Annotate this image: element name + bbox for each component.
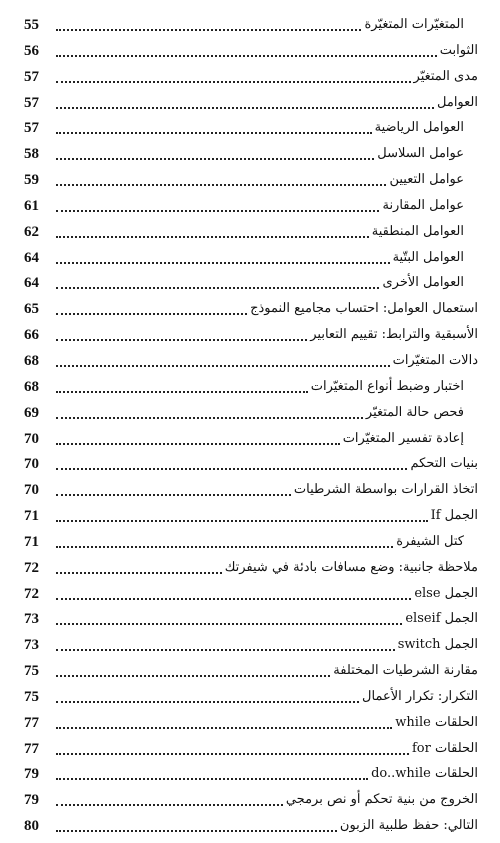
page-number: 73 xyxy=(24,611,39,628)
toc-entry xyxy=(0,426,500,452)
page-number: 59 xyxy=(24,172,39,189)
toc-entry xyxy=(0,400,500,426)
toc-entry xyxy=(0,632,500,658)
entry-title: العوامل البتّية xyxy=(392,249,464,265)
toc-entry xyxy=(0,219,500,245)
page-number: 77 xyxy=(24,714,39,731)
toc-entry xyxy=(0,451,500,477)
toc-entry xyxy=(0,348,500,374)
entry-title: عوامل السلاسل xyxy=(377,146,464,162)
entry-title: اتخاذ القرارات بواسطة الشرطيات xyxy=(293,482,478,498)
entry-title: مدى المتغيّر xyxy=(413,68,478,84)
entry-title: العوامل الرياضية xyxy=(374,120,464,136)
entry-title: بنيات التحكم xyxy=(410,456,478,472)
page-number: 79 xyxy=(24,792,39,809)
page-number: 57 xyxy=(24,120,39,137)
toc-entry xyxy=(0,710,500,736)
page-number: 70 xyxy=(24,456,39,473)
toc-entry xyxy=(0,658,500,684)
entry-title: التالي: حفظ طلبية الزبون xyxy=(339,818,478,834)
toc-entry xyxy=(0,555,500,581)
toc-entry xyxy=(0,581,500,607)
dot-leader xyxy=(56,443,340,445)
dot-leader xyxy=(56,649,395,651)
entry-title: استعمال العوامل: احتساب مجاميع النموذج xyxy=(250,301,478,317)
dot-leader xyxy=(56,520,428,522)
dot-leader xyxy=(56,313,247,315)
entry-title: الجمل else xyxy=(414,585,478,601)
entry-title: دالات المتغيّرات xyxy=(392,352,478,368)
dot-leader xyxy=(56,287,379,289)
toc-entry xyxy=(0,245,500,271)
dot-leader xyxy=(56,804,283,806)
dot-leader xyxy=(56,494,291,496)
page-number: 77 xyxy=(24,740,39,757)
dot-leader xyxy=(56,417,363,419)
toc-entry xyxy=(0,736,500,762)
dot-leader xyxy=(56,598,411,600)
toc-entry xyxy=(0,90,500,116)
entry-title: الأسبقية والترابط: تقييم التعابير xyxy=(310,327,478,343)
dot-leader xyxy=(56,29,361,31)
toc-entry xyxy=(0,167,500,193)
entry-title: كتل الشيفرة xyxy=(396,533,464,549)
dot-leader xyxy=(56,675,330,677)
table-of-contents xyxy=(0,12,500,839)
dot-leader xyxy=(56,107,434,109)
page-number: 66 xyxy=(24,327,39,344)
dot-leader xyxy=(56,339,307,341)
dot-leader xyxy=(56,701,359,703)
toc-entry xyxy=(0,141,500,167)
page-number: 73 xyxy=(24,637,39,654)
page-number: 56 xyxy=(24,42,39,59)
page-number: 71 xyxy=(24,508,39,525)
page-number: 68 xyxy=(24,378,39,395)
page-number: 57 xyxy=(24,94,39,111)
entry-title: العوامل xyxy=(437,94,478,110)
toc-entry xyxy=(0,684,500,710)
page-number: 61 xyxy=(24,197,39,214)
dot-leader xyxy=(56,572,222,574)
toc-entry xyxy=(0,296,500,322)
entry-title: الحلقات for xyxy=(411,740,478,756)
page-number: 58 xyxy=(24,146,39,163)
page-number: 64 xyxy=(24,249,39,266)
entry-title: الجمل switch xyxy=(397,637,478,653)
page-number: 71 xyxy=(24,533,39,550)
page-number: 70 xyxy=(24,482,39,499)
dot-leader xyxy=(56,830,337,832)
toc-entry xyxy=(0,787,500,813)
entry-title: إعادة تفسير المتغيّرات xyxy=(342,430,464,446)
page-number: 69 xyxy=(24,404,39,421)
toc-entry xyxy=(0,374,500,400)
toc-entry xyxy=(0,761,500,787)
dot-leader xyxy=(56,468,407,470)
page-number: 75 xyxy=(24,688,39,705)
dot-leader xyxy=(56,727,392,729)
toc-entry xyxy=(0,64,500,90)
page-number: 57 xyxy=(24,68,39,85)
toc-entry xyxy=(0,813,500,839)
page-number: 65 xyxy=(24,301,39,318)
page-number: 55 xyxy=(24,17,39,33)
dot-leader xyxy=(56,391,308,393)
entry-title: عوامل التعيين xyxy=(389,172,464,188)
dot-leader xyxy=(56,753,409,755)
entry-title: المتغيّرات المتغيّرة xyxy=(364,17,464,32)
dot-leader xyxy=(56,262,390,264)
entry-title: الجمل elseif xyxy=(405,611,478,627)
entry-title: العوامل الأخرى xyxy=(382,275,464,291)
entry-title: الجمل If xyxy=(430,508,478,524)
entry-title: التكرار: تكرار الأعمال xyxy=(362,688,478,704)
toc-entry xyxy=(0,38,500,64)
entry-title: ملاحظة جانبية: وضع مسافات بادئة في شيفرتك xyxy=(224,559,478,575)
dot-leader xyxy=(56,236,369,238)
dot-leader xyxy=(56,546,393,548)
toc-entry xyxy=(0,193,500,219)
dot-leader xyxy=(56,55,437,57)
page-number: 80 xyxy=(24,818,39,835)
page-number: 64 xyxy=(24,275,39,292)
toc-entry xyxy=(0,503,500,529)
dot-leader xyxy=(56,184,386,186)
entry-title: الحلقات while xyxy=(395,714,478,730)
toc-entry xyxy=(0,322,500,348)
entry-title: العوامل المنطقية xyxy=(371,223,464,239)
page-number: 72 xyxy=(24,559,39,576)
toc-entry xyxy=(0,115,500,141)
page-number: 75 xyxy=(24,663,39,680)
entry-title: فحص حالة المتغيّر xyxy=(365,404,464,420)
entry-title: الحلقات do..while xyxy=(371,766,478,782)
page-number: 68 xyxy=(24,352,39,369)
toc-entry xyxy=(0,12,500,38)
entry-title: عوامل المقارنة xyxy=(382,197,464,213)
dot-leader xyxy=(56,132,372,134)
toc-entry xyxy=(0,270,500,296)
page-number: 79 xyxy=(24,766,39,783)
toc-entry xyxy=(0,606,500,632)
dot-leader xyxy=(56,623,402,625)
dot-leader xyxy=(56,81,411,83)
entry-title: الثوابت xyxy=(439,42,478,58)
dot-leader xyxy=(56,365,390,367)
dot-leader xyxy=(56,778,368,780)
page-number: 70 xyxy=(24,430,39,447)
page-number: 62 xyxy=(24,223,39,240)
dot-leader xyxy=(56,158,374,160)
toc-entry xyxy=(0,529,500,555)
entry-title: اختبار وضبط أنواع المتغيّرات xyxy=(310,378,464,394)
entry-title: مقارنة الشرطيات المختلفة xyxy=(333,663,478,679)
entry-title: الخروج من بنية تحكم أو نص برمجي xyxy=(285,792,478,808)
page-number: 72 xyxy=(24,585,39,602)
dot-leader xyxy=(56,210,379,212)
toc-entry xyxy=(0,477,500,503)
